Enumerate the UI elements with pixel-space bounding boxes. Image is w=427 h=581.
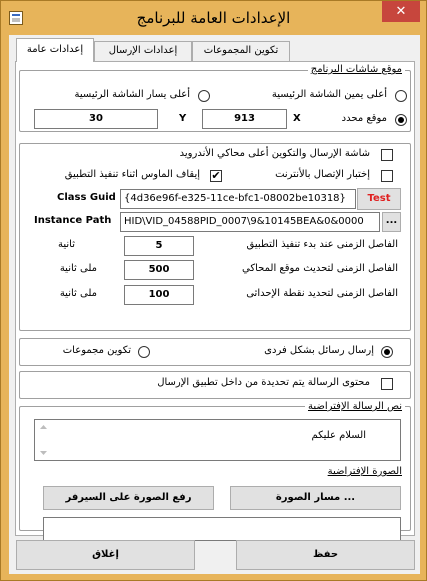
coords-delay-input[interactable]: 100	[124, 285, 194, 305]
send-individual-label[interactable]: إرسال رسائل بشكل فردى	[264, 345, 374, 356]
title-bar	[1, 1, 426, 35]
x-position-input[interactable]: 913	[202, 109, 287, 129]
position-top-left-radio[interactable]	[198, 90, 210, 102]
send-groups-label[interactable]: تكوين مجموعات	[62, 345, 131, 356]
position-custom-label[interactable]: موقع محدد	[341, 113, 387, 124]
start-delay-input[interactable]: 5	[124, 236, 194, 256]
default-message-textarea[interactable]	[34, 419, 401, 461]
start-delay-unit: ثانية	[58, 239, 75, 250]
instance-path-label: Instance Path	[34, 215, 112, 226]
image-path-button[interactable]: مسار الصورة ...	[230, 486, 401, 510]
coords-delay-unit: ملى ثانية	[59, 288, 97, 299]
window-title: الإعدادات العامة للبرنامج	[136, 9, 291, 27]
message-from-app-checkbox[interactable]	[381, 378, 393, 390]
browse-button[interactable]: ...	[382, 212, 401, 232]
scroll-up-icon[interactable]	[39, 423, 48, 432]
android-screen-label[interactable]: شاشة الإرسال والتكوين أعلى محاكي الأندرويد	[179, 148, 370, 159]
send-groups-radio[interactable]	[138, 346, 150, 358]
emulator-delay-input[interactable]: 500	[124, 260, 194, 280]
position-top-right-label[interactable]: أعلى يمين الشاشة الرئيسية	[271, 89, 387, 100]
emulator-delay-unit: ملى ثانية	[59, 263, 97, 274]
tab-sending[interactable]: إعدادات الإرسال	[94, 41, 192, 61]
position-top-right-radio[interactable]	[395, 90, 407, 102]
default-image-title: الصورة الإفتراضية	[325, 466, 405, 477]
send-individual-radio[interactable]	[381, 346, 393, 358]
y-label: Y	[179, 113, 187, 124]
stop-mouse-label[interactable]: إيقاف الماوس اثناء تنفيذ التطبيق	[64, 169, 200, 180]
scroll-down-icon[interactable]	[39, 448, 48, 457]
class-guid-input[interactable]: {4d36e96f-e325-11ce-bfc1-08002be10318}	[120, 189, 356, 209]
message-from-app-label[interactable]: محتوى الرسالة يتم تحديدة من داخل تطبيق الإرسال	[157, 377, 370, 388]
general-tab-panel	[15, 61, 415, 536]
stop-mouse-checkbox[interactable]: ✔	[211, 169, 221, 182]
emulator-delay-label: الفاصل الزمنى لتحديث موقع المحاكي	[242, 263, 398, 274]
x-label: X	[293, 113, 301, 124]
coords-delay-label: الفاصل الزمنى لتحديد نقطة الإحداثى	[246, 288, 398, 299]
window-close-button[interactable]: ✕	[382, 1, 420, 22]
internet-test-label[interactable]: إختبار الإتصال بالأنترنت	[275, 169, 370, 180]
image-url-input[interactable]	[43, 517, 401, 541]
test-button[interactable]: Test	[357, 188, 401, 210]
position-top-left-label[interactable]: أعلى يسار الشاشة الرئيسية	[74, 89, 190, 100]
class-guid-label: Class Guid	[57, 192, 116, 203]
save-button[interactable]: حفظ	[236, 540, 415, 570]
tab-general[interactable]: إعدادات عامة	[16, 38, 94, 62]
default-message-text: السلام عليكم	[311, 430, 366, 441]
y-position-input[interactable]: 30	[34, 109, 158, 129]
upload-image-button[interactable]: رفع الصورة على السيرفر	[43, 486, 214, 510]
screen-position-title: موقع شاشات البرنامج	[308, 64, 405, 75]
internet-test-checkbox[interactable]	[381, 170, 393, 182]
instance-path-input[interactable]: HID\VID_04588PID_0007\9&10145BEA&0&0000	[120, 212, 380, 232]
start-delay-label: الفاصل الزمنى عند بدء تنفيذ التطبيق	[246, 239, 398, 250]
default-message-title: نص الرسالة الإفتراضية	[305, 401, 405, 412]
position-custom-radio[interactable]	[395, 114, 407, 126]
dialog-client	[9, 35, 420, 574]
android-screen-checkbox[interactable]	[381, 149, 393, 161]
tab-groups[interactable]: تكوين المجموعات	[192, 41, 290, 61]
close-button[interactable]: إغلاق	[16, 540, 195, 570]
